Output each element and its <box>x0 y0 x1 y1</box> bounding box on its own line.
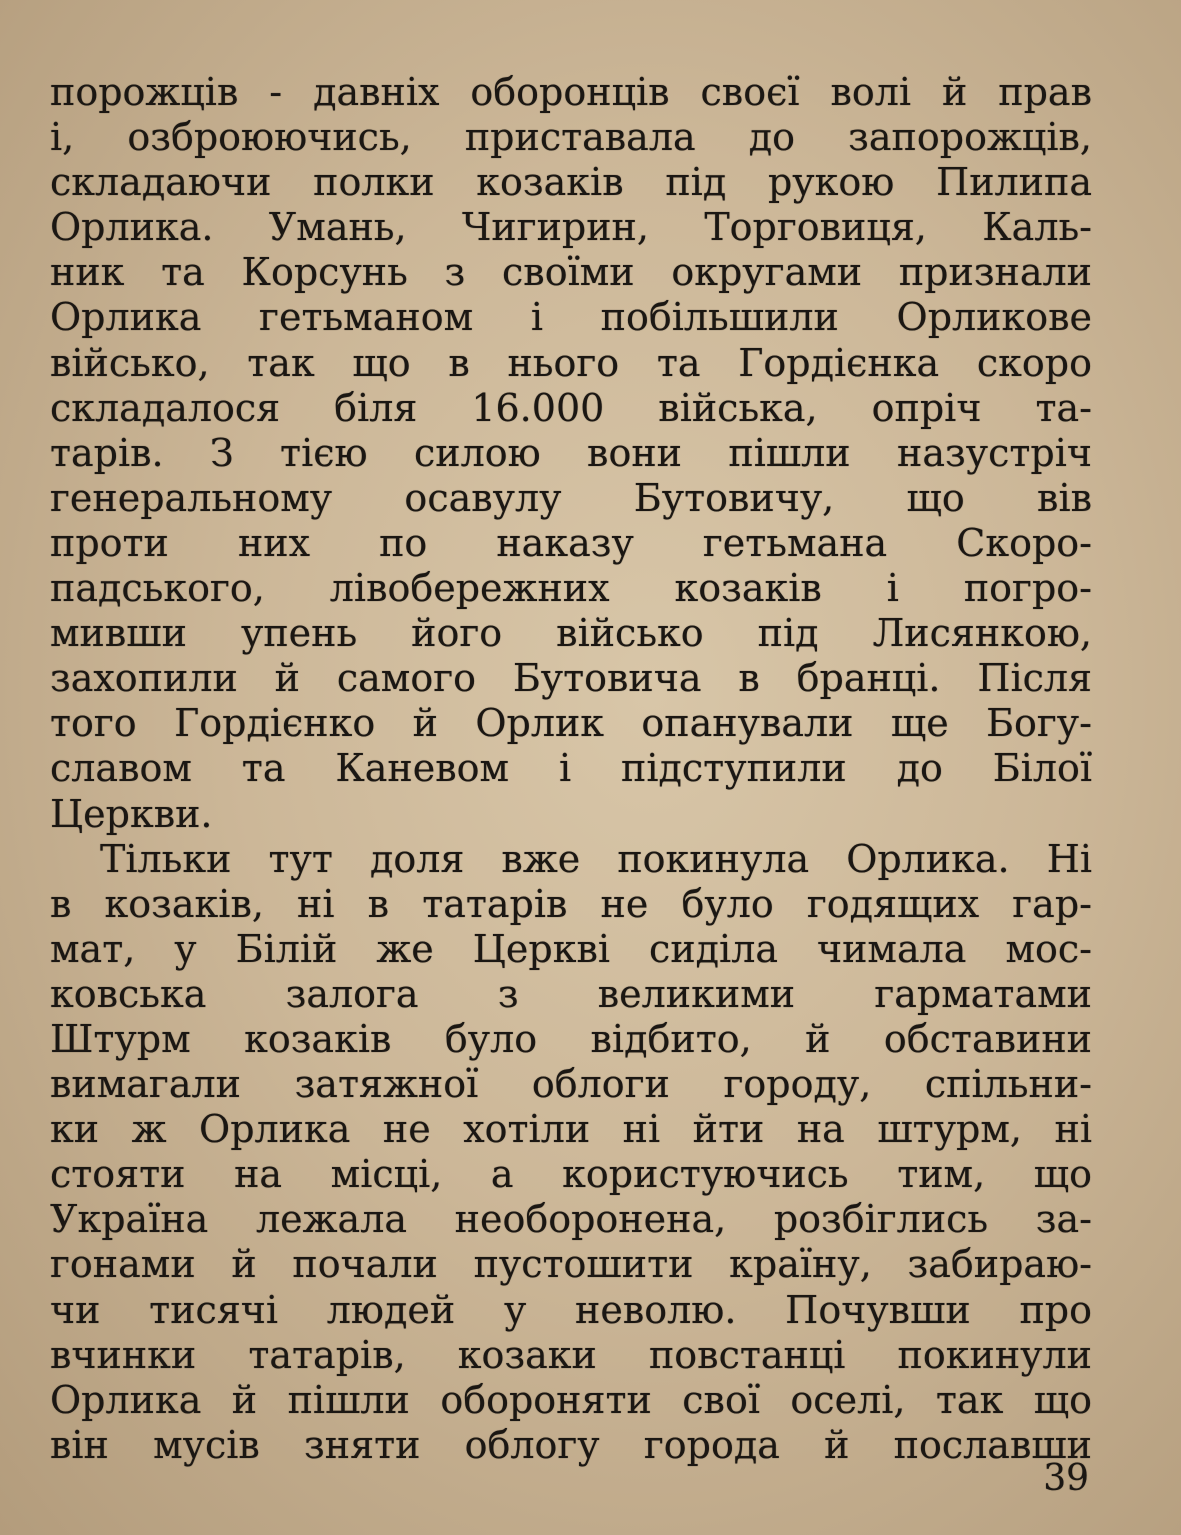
paragraph-start-line: Тільки тут доля вже покинула Орлика. Ні <box>100 836 1092 881</box>
text-line: порожців - давніх оборонців своєї волі й прав <box>50 70 1092 114</box>
text-line: гонами й почали пустошити країну, забираю- <box>50 1242 1092 1287</box>
paragraph-end-line: Церкви. <box>50 791 213 836</box>
text-line: чи тисячі людей у неволю. Почувши про <box>50 1287 1092 1332</box>
text-line: він мусів зняти облогу города й пославши <box>50 1422 1092 1467</box>
page-number: 39 <box>1043 1458 1089 1499</box>
text-line: тарів. З тією силою вони пішли назустріч <box>50 430 1092 475</box>
text-line: вимагали затяжної облоги городу, спільни- <box>50 1062 1092 1107</box>
text-line: військо, так що в нього та Гордієнка скоро <box>50 340 1092 385</box>
text-line: Орлика й пішли обороняти свої оселі, так що <box>50 1377 1092 1422</box>
text-line: Україна лежала необоронена, розбіглись за- <box>50 1197 1092 1242</box>
text-line: падського, лівобережних козаків і погро- <box>50 566 1092 611</box>
text-line: і, озброюючись, приставала до запорожців, <box>50 115 1092 160</box>
body-text <box>50 70 1092 1468</box>
text-line: того Гордієнко й Орлик опанували ще Богу- <box>50 701 1092 746</box>
text-line: в козаків, ні в татарів не було годящих гар- <box>50 881 1092 926</box>
text-line: Штурм козаків було відбито, й обставини <box>50 1016 1092 1061</box>
text-line: генеральному осавулу Бутовичу, що вів <box>50 475 1092 520</box>
text-line: ник та Корсунь з своїми округами признали <box>50 250 1092 295</box>
text-line: складалося біля 16.000 війська, опріч та- <box>50 385 1092 430</box>
text-line: Орлика гетьманом і побільшили Орликове <box>50 295 1092 340</box>
text-line: славом та Каневом і підступили до Білої <box>50 746 1092 791</box>
text-line: складаючи полки козаків під рукою Пилипа <box>50 160 1092 205</box>
text-line: ки ж Орлика не хотіли ні йти на штурм, ні <box>50 1107 1092 1152</box>
text-line: мивши упень його військо під Лисянкою, <box>50 611 1092 656</box>
text-line: стояти на місці, а користуючись тим, що <box>50 1152 1092 1197</box>
text-line: ковська залога з великими гарматами <box>50 971 1092 1016</box>
text-line: захопили й самого Бутовича в бранці. Після <box>50 656 1092 701</box>
text-line: мат, у Білій же Церкві сиділа чимала мос- <box>50 926 1092 971</box>
text-line: вчинки татарів, козаки повстанці покинули <box>50 1332 1092 1377</box>
text-line: Орлика. Умань, Чигирин, Торговиця, Каль- <box>50 205 1092 250</box>
text-line: проти них по наказу гетьмана Скоро- <box>50 520 1092 565</box>
